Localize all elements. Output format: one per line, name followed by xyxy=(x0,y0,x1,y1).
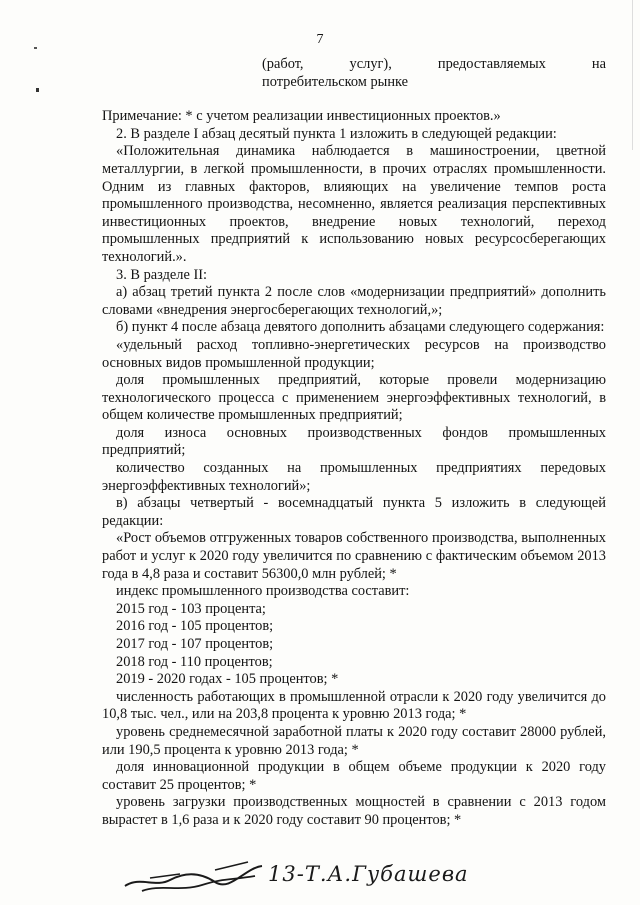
section-heading: 3. В разделе II: xyxy=(116,266,208,283)
paragraph: «удельный расход топливно-энергетических ресурсов на производство основных видов промышленной продукции; xyxy=(102,336,606,371)
list-item: 2019 - 2020 годах - 105 процентов; * xyxy=(116,671,339,688)
paragraph: количество созданных на промышленных предприятиях передовых энергоэффективных технологий»; xyxy=(102,460,606,494)
page-number: 7 xyxy=(316,32,324,47)
paragraph: потребительском рынке xyxy=(262,73,409,90)
page-edge-shadow xyxy=(632,0,633,150)
list-item: 2017 год - 107 процентов; xyxy=(116,636,274,652)
paragraph: доля инновационной продукции в общем объеме продукции к 2020 году составит 25 процентов; * xyxy=(102,759,606,793)
document-body xyxy=(102,56,606,830)
paragraph: (работ, услуг), предоставляемых на xyxy=(262,56,606,72)
paragraph: 2. В разделе I абзац десятый пункта 1 изложить в следующей редакции: xyxy=(116,125,557,142)
spacer xyxy=(102,91,606,108)
paragraph: «Положительная динамика наблюдается в машиностроении, цветной металлургии, в легкой промышленности, в прочих отраслях промышленности. Одним из главных факторов, влияющих на увеличение темпов роста промышленного производства, несомненно, является реализация перспективных инвестиционных проектов, внедрение новых технологий, переход промышленных предприятий к использованию новых ресурсосберегающих технологий.». xyxy=(102,143,606,265)
paragraph: индекс промышленного производства составит: xyxy=(116,583,410,600)
list-item: 2016 год - 105 процентов; xyxy=(116,618,274,635)
paragraph: б) пункт 4 после абзаца девятого дополнить абзацами следующего содержания: xyxy=(116,319,605,336)
paragraph: доля промышленных предприятий, которые провели модернизацию технологического процесса с применением энергоэффективных технологий, в общем количестве промышленных предприятий; xyxy=(102,372,606,424)
paragraph: уровень загрузки производственных мощностей в сравнении с 2013 годом вырастет в 1,6 раза и к 2020 году составит 90 процентов; * xyxy=(102,794,606,828)
paragraph: а) абзац третий пункта 2 после слов «модернизации предприятий» дополнить словами «внедрения энергосберегающих технологий,»; xyxy=(102,284,606,318)
list-item: 2015 год - 103 процента; xyxy=(116,600,266,617)
signature-scribble xyxy=(120,858,270,898)
handwritten-note: 13-Т.А.Губашева xyxy=(268,862,469,886)
table-cell-fragment xyxy=(102,56,606,91)
paragraph: в) абзацы четвертый - восемнадцатый пункта 5 изложить в следующей редакции: xyxy=(102,495,606,529)
paragraph: «Рост объемов отгруженных товаров собственного производства, выполненных работ и услуг к 2020 году увеличится по сравнению с фактическим объемом 2013 года в 4,8 раза и составит 56300,0 млн рублей; * xyxy=(102,530,606,582)
paragraph: уровень среднемесячной заработной платы к 2020 году составит 28000 рублей, или 190,5 процента к уровню 2013 года; * xyxy=(102,723,606,758)
note-line: Примечание: * с учетом реализации инвестиционных проектов.» xyxy=(102,108,501,125)
paragraph: численность работающих в промышленной отрасли к 2020 году увеличится до 10,8 тыс. чел., или на 203,8 процента к уровню 2013 года; * xyxy=(102,688,606,723)
list-item: 2018 год - 110 процентов; xyxy=(116,653,273,670)
paragraph: доля износа основных производственных фондов промышленных предприятий; xyxy=(102,424,606,459)
scan-speck xyxy=(36,88,39,92)
